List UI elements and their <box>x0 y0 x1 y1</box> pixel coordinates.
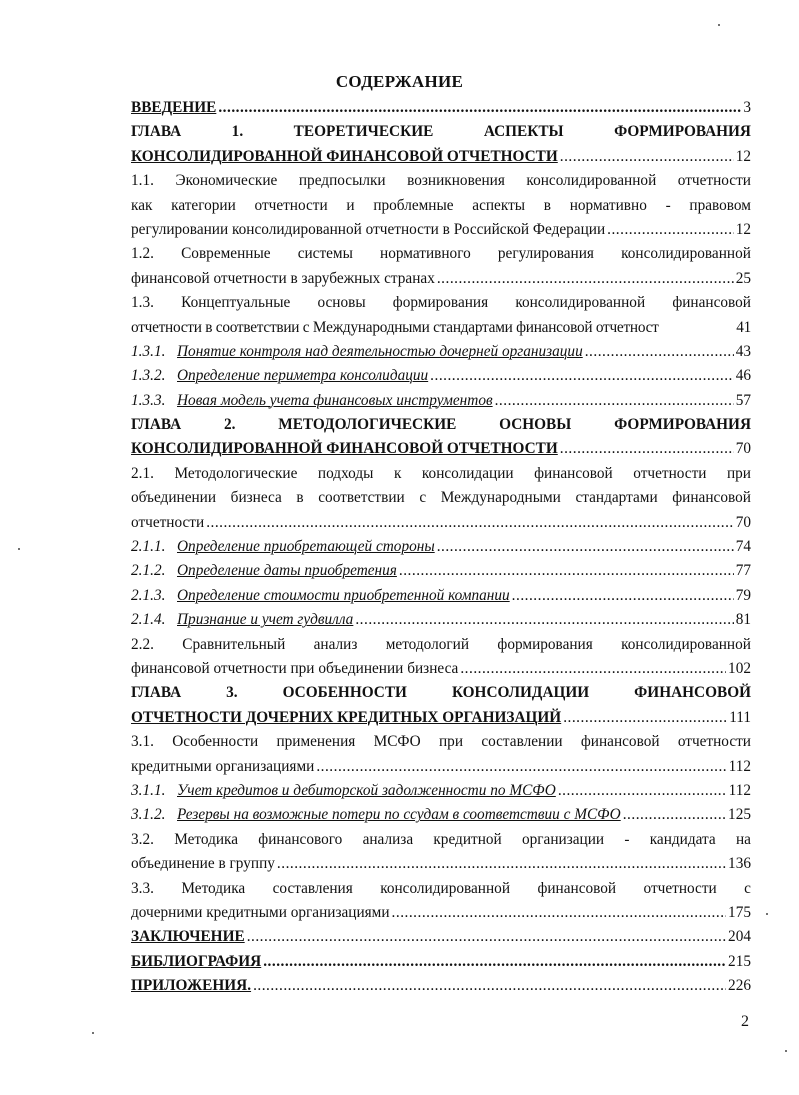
entry-label <box>131 803 621 827</box>
entry-page: 112 <box>728 781 751 799</box>
toc-subsection-3-1-1[interactable] <box>131 779 751 803</box>
toc-section-3-1-line1[interactable] <box>131 730 751 754</box>
word: 1.3. <box>131 294 154 312</box>
word: отчетности <box>643 879 717 897</box>
toc-section-1-2-line1[interactable] <box>131 242 751 266</box>
entry-number: 2.1.1. <box>131 538 166 556</box>
word: анализа <box>362 830 414 848</box>
leader-dots <box>263 950 726 974</box>
word: 2. <box>223 416 236 434</box>
entry-label <box>131 779 556 803</box>
word: применения <box>276 733 356 751</box>
entry-text: ОТЧЕТНОСТИ ДОЧЕРНИХ КРЕДИТНЫХ ОРГАНИЗАЦИЙ <box>131 708 562 726</box>
word: правовом <box>689 196 751 214</box>
toc-entry-appendix[interactable] <box>131 974 751 998</box>
toc-subsection-2-1-1[interactable] <box>131 535 751 559</box>
word: отчетности <box>633 464 707 482</box>
entry-number: 2.1.2. <box>131 562 166 580</box>
toc-subsection-2-1-4[interactable] <box>131 608 751 632</box>
entry-page: 3 <box>743 99 751 116</box>
leader-dots <box>495 389 734 413</box>
leader-dots <box>392 901 727 925</box>
entry-text: Новая модель учета финансовых инструментов <box>177 391 493 409</box>
entry-number: 1.3.3. <box>131 391 166 409</box>
page-number: 2 <box>741 1013 749 1030</box>
entry-page: 226 <box>728 977 751 995</box>
leader-dots <box>560 437 734 461</box>
word: системы <box>297 245 353 263</box>
word: ГЛАВА <box>131 416 182 434</box>
leader-dots <box>247 925 726 949</box>
entry-text: кредитными организациями <box>131 757 315 775</box>
word: ГЛАВА <box>131 123 182 141</box>
leader-dots <box>585 340 734 364</box>
word: отчетности <box>677 733 751 751</box>
toc-subsection-1-3-1[interactable] <box>131 340 751 364</box>
word: консолидированной <box>526 172 657 190</box>
word: ТЕОРЕТИЧЕСКИЕ <box>293 123 434 141</box>
entry-page: 12 <box>735 220 751 238</box>
toc-chapter-2-heading[interactable] <box>131 413 751 437</box>
toc-chapter-3-heading[interactable] <box>131 681 751 705</box>
word: финансовой <box>537 879 617 897</box>
scan-speck <box>766 913 768 915</box>
word: Экономические <box>175 172 278 190</box>
word: при <box>726 464 751 482</box>
leader-dots <box>607 218 734 242</box>
entry-label <box>131 340 583 364</box>
entry-text: Учет кредитов и дебиторской задолженности по МСФО <box>177 781 556 799</box>
entry-page: 175 <box>728 903 751 921</box>
entry-text: КОНСОЛИДИРОВАННОЙ ФИНАНСОВОЙ ОТЧЕТНОСТИ <box>131 440 558 458</box>
word: АСПЕКТЫ <box>483 123 564 141</box>
entry-text: Понятие контроля над деятельностью дочерней организации <box>177 342 583 360</box>
leader-dots <box>430 364 734 388</box>
toc-section-3-2[interactable] <box>131 852 751 876</box>
toc-chapter-3[interactable] <box>131 706 751 730</box>
word: с <box>419 489 427 507</box>
word: ФИНАНСОВОЙ <box>634 684 751 702</box>
scan-speck <box>92 1032 94 1034</box>
word: составления <box>272 879 353 897</box>
toc-section-1-1[interactable] <box>131 218 751 242</box>
scan-speck <box>18 548 20 550</box>
word: основы <box>317 294 366 312</box>
entry-text: Определение приобретающей стороны <box>177 538 435 556</box>
toc-section-2-1-line2[interactable] <box>131 486 751 510</box>
word: КОНСОЛИДАЦИИ <box>451 684 590 702</box>
entry-label <box>131 559 397 583</box>
word: 3.2. <box>131 830 154 848</box>
entry-text: отчетности <box>131 513 205 531</box>
entry-text: регулировании консолидированной отчетности в Российской Федерации <box>131 220 606 238</box>
toc-section-1-3-line1[interactable] <box>131 291 751 315</box>
toc-subsection-1-3-2[interactable] <box>131 364 751 388</box>
toc-section-1-1-line1[interactable] <box>131 169 751 193</box>
toc-entry-introduction[interactable] <box>131 96 751 120</box>
toc-chapter-1[interactable] <box>131 145 751 169</box>
entry-page: 57 <box>735 391 751 409</box>
entry-number: 1.3.1. <box>131 342 166 360</box>
entry-page: 74 <box>735 538 751 556</box>
word: Современные <box>181 245 271 263</box>
word: составлении <box>481 733 563 751</box>
word: МЕТОДОЛОГИЧЕСКИЕ <box>278 416 457 434</box>
word: ОСНОВЫ <box>499 416 572 434</box>
entry-page: 79 <box>735 586 751 604</box>
word: финансовой <box>534 464 613 482</box>
word: 3.3. <box>131 879 154 897</box>
entry-text: БИБЛИОГРАФИЯ <box>131 952 262 970</box>
leader-dots <box>206 511 734 535</box>
word: в <box>543 196 551 214</box>
entry-text: ЗАКЛЮЧЕНИЕ <box>131 928 245 946</box>
toc-entry-conclusion[interactable] <box>131 925 751 949</box>
leader-dots <box>316 755 726 779</box>
entry-text: ВВЕДЕНИЕ <box>131 99 217 116</box>
word: - <box>624 830 630 848</box>
word: ФОРМИРОВАНИЯ <box>614 123 751 141</box>
toc-subsection-1-3-3[interactable] <box>131 389 751 413</box>
word: кандидата <box>649 830 716 848</box>
toc-subsection-2-1-2[interactable] <box>131 559 751 583</box>
table-of-contents <box>131 96 751 998</box>
word: отчетности <box>677 172 751 190</box>
word: консолидированной <box>380 879 511 897</box>
word: аспекты <box>472 196 526 214</box>
word: категории <box>171 196 236 214</box>
entry-page: 81 <box>735 611 751 629</box>
entry-text: КОНСОЛИДИРОВАННОЙ ФИНАНСОВОЙ ОТЧЕТНОСТИ <box>131 147 558 165</box>
word: 3. <box>226 684 238 702</box>
toc-section-3-1[interactable] <box>131 755 751 779</box>
word: финансовой <box>672 489 751 507</box>
leader-dots <box>623 803 726 827</box>
word: Особенности <box>172 733 259 751</box>
word: подходы <box>317 464 374 482</box>
word: Сравнительный <box>182 635 286 653</box>
entry-number: 2.1.4. <box>131 611 166 629</box>
scan-speck <box>785 1050 787 1052</box>
word: и <box>346 196 355 214</box>
leader-dots <box>399 559 734 583</box>
entry-text: объединение в группу <box>131 855 275 873</box>
word: консолидации <box>421 464 514 482</box>
entry-number: 1.3.2. <box>131 367 166 385</box>
entry-label <box>131 608 353 632</box>
entry-page: 25 <box>735 269 751 287</box>
word: методологий <box>385 635 470 653</box>
word: Международными <box>440 489 561 507</box>
leader-dots <box>563 706 727 730</box>
word: нормативно <box>569 196 647 214</box>
entry-text: Определение периметра консолидации <box>177 367 429 385</box>
entry-page: 136 <box>728 855 751 873</box>
word: стандартами <box>575 489 658 507</box>
toc-section-2-2-line1[interactable] <box>131 633 751 657</box>
entry-page: 111 <box>729 708 751 726</box>
toc-chapter-2[interactable] <box>131 437 751 461</box>
toc-entry-bibliography[interactable] <box>131 950 751 974</box>
word: финансовой <box>580 733 660 751</box>
entry-text: Резервы на возможные потери по ссудам в соответствии с МСФО <box>177 806 621 824</box>
word: - <box>665 196 671 214</box>
word: МСФО <box>373 733 421 751</box>
entry-text: дочерними кредитными организациями <box>131 903 390 921</box>
word: ФОРМИРОВАНИЯ <box>614 416 751 434</box>
word: консолидированной <box>621 635 751 653</box>
leader-dots <box>253 974 726 998</box>
leader-dots <box>512 584 734 608</box>
entry-page: 70 <box>735 513 751 531</box>
toc-subsection-2-1-3[interactable] <box>131 584 751 608</box>
word: формирования <box>392 294 489 312</box>
entry-page: 46 <box>735 367 751 385</box>
entry-text: Определение даты приобретения <box>177 562 397 580</box>
word: организации <box>521 830 605 848</box>
entry-number: 3.1.2. <box>131 806 166 824</box>
entry-text: финансовой отчетности в зарубежных странах <box>131 269 435 287</box>
toc-subsection-3-1-2[interactable] <box>131 803 751 827</box>
leader-dots <box>218 96 741 120</box>
entry-page: 204 <box>728 928 751 946</box>
toc-section-1-1-line2[interactable] <box>131 194 751 218</box>
word: формирования <box>497 635 593 653</box>
word: регулирования <box>497 245 594 263</box>
leader-dots <box>437 535 734 559</box>
toc-section-3-2-line1[interactable] <box>131 828 751 852</box>
entry-label <box>131 584 510 608</box>
word: в <box>296 489 304 507</box>
entry-text: Признание и учет гудвилла <box>177 611 354 629</box>
entry-page: 215 <box>728 952 751 970</box>
entry-number: 2.1.3. <box>131 586 166 604</box>
word: отчетности <box>254 196 328 214</box>
toc-section-1-3[interactable] <box>131 316 751 340</box>
word: финансовой <box>672 294 751 312</box>
toc-section-2-1-line1[interactable] <box>131 462 751 486</box>
leader-dots <box>558 779 727 803</box>
word: анализ <box>313 635 358 653</box>
word: 1.1. <box>131 172 154 190</box>
toc-chapter-1-heading[interactable] <box>131 120 751 144</box>
entry-page: 102 <box>728 659 751 677</box>
word: ОСОБЕННОСТИ <box>282 684 407 702</box>
word: как <box>131 196 153 214</box>
entry-page: 112 <box>728 757 751 775</box>
word: финансового <box>258 830 343 848</box>
word: соответствии <box>318 489 405 507</box>
word: кредитной <box>433 830 502 848</box>
entry-label <box>131 364 428 388</box>
word: на <box>735 830 751 848</box>
word: Методологические <box>174 464 298 482</box>
entry-number: 3.1.1. <box>131 781 166 799</box>
entry-page: 70 <box>735 440 751 458</box>
toc-section-2-1[interactable] <box>131 511 751 535</box>
word: Методика <box>181 879 246 897</box>
entry-text: ПРИЛОЖЕНИЯ. <box>131 977 252 995</box>
word: Методика <box>174 830 239 848</box>
toc-section-3-3[interactable] <box>131 901 751 925</box>
toc-title: СОДЕРЖАНИЕ <box>335 72 464 91</box>
word: 2.2. <box>131 635 154 653</box>
word: 3.1. <box>131 733 154 751</box>
entry-page: 43 <box>735 342 751 360</box>
entry-label <box>131 535 435 559</box>
toc-section-2-2[interactable] <box>131 657 751 681</box>
word: бизнеса <box>230 489 282 507</box>
scan-speck <box>718 24 720 26</box>
word: Концептуальные <box>181 294 291 312</box>
entry-text: финансовой отчетности при объединении бизнеса <box>131 659 459 677</box>
leader-dots <box>355 608 733 632</box>
word: нормативного <box>380 245 471 263</box>
word: с <box>744 879 751 897</box>
entry-page: 41 <box>736 318 751 336</box>
word: 2.1. <box>131 464 154 482</box>
toc-section-3-3-line1[interactable] <box>131 877 751 901</box>
entry-page: 125 <box>728 806 751 824</box>
word: предпосылки <box>298 172 386 190</box>
word: объединении <box>131 489 217 507</box>
word: 1. <box>231 123 244 141</box>
entry-text: отчетности в соответствии с Международными стандартами финансовой отчетност <box>131 318 659 336</box>
entry-page: 77 <box>735 562 751 580</box>
entry-label <box>131 389 493 413</box>
word: при <box>439 733 464 751</box>
entry-page: 12 <box>735 147 751 165</box>
leader-dots <box>437 267 734 291</box>
leader-dots <box>277 852 726 876</box>
word: консолидированной <box>621 245 751 263</box>
leader-dots <box>560 145 734 169</box>
leader-dots <box>460 657 726 681</box>
word: 1.2. <box>131 245 154 263</box>
word: консолидированной <box>515 294 646 312</box>
word: возникновения <box>407 172 505 190</box>
word: к <box>393 464 402 482</box>
word: проблемные <box>373 196 454 214</box>
entry-text: Определение стоимости приобретенной компании <box>177 586 510 604</box>
toc-section-1-2[interactable] <box>131 267 751 291</box>
word: ГЛАВА <box>131 684 182 702</box>
